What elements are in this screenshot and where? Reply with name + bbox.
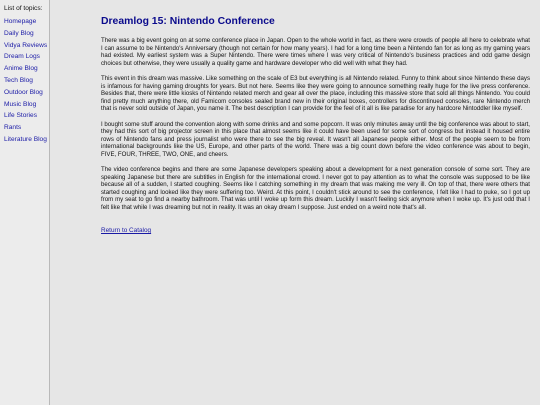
sidebar-item [4,77,49,84]
sidebar-link-life-stories[interactable]: Life Stories [4,112,37,120]
sidebar-link-daily-blog[interactable]: Daily Blog [4,29,34,37]
sidebar-link-vidya-reviews[interactable]: Vidya Reviews [4,41,48,49]
main-content [50,0,540,405]
sidebar-link-tech-blog[interactable]: Tech Blog [4,76,33,84]
article-paragraph: The video conference begins and there are some Japanese developers speaking about a development for a next generation console of some sort. They are speaking Japanese but there are subtitles in English for the international crowd. I never got to pay attention as to what the console was supposed to be like because all of a sudden, I started coughing. Seems like I catching something in my dream that was making me very ill. On top of that, there were others that started coughing and looked like they were suffering too. Weird. At this point, I couldn't stick around to see the conference, I felt like I had to puke, so I got up from my seat to go find a nearby bathroom. That was until I woke up form this dream. Luckily I wasn't feeling sick anymore when I woke up. It's just odd that I felt like that while I was dreaming but not in reality. It was an okay dream I suppose. Just ended on a weird note that's all. [101,166,530,212]
sidebar-link-dream-logs[interactable]: Dream Logs [4,53,40,61]
sidebar-item [4,89,49,96]
sidebar-item [4,18,49,25]
sidebar-link-rants[interactable]: Rants [4,124,22,132]
sidebar-item [4,42,49,49]
sidebar-item [4,112,49,119]
sidebar-item [4,30,49,37]
sidebar-link-music-blog[interactable]: Music Blog [4,100,37,108]
sidebar-item [4,124,49,131]
article-paragraph: This event in this dream was massive. Like something on the scale of E3 but everything is all Nintendo related. Funny to think about since Nintendo these days is infamous for having gaming droughts for years. But not here. Seems like they were going to announce something really huge for the live press conference. Besides that, there were little kiosks of Nintendo related merch and gear all over the place, including this massive store that sold all things Nintendo. You could find pretty much anything there, old Famicom consoles sealed brand new in their original boxes, controllers for discontinued consoles, rare Nintendo merch that is never sold outside of Japan, you name it. The best description I can provide for the feel of it all is like paradise for any hardcore Nintoddler like myself. [101,74,530,113]
sidebar-link-anime-blog[interactable]: Anime Blog [4,65,38,73]
sidebar-link-homepage[interactable]: Homepage [4,18,37,25]
return-to-catalog-link[interactable]: Return to Catalog [101,227,152,235]
sidebar-title: List of topics: [4,5,43,12]
topic-list [4,18,49,143]
sidebar-item [4,136,49,143]
page-title: Dreamlog 15: Nintendo Conference [101,16,275,27]
sidebar-item [4,65,49,72]
sidebar-item [4,101,49,108]
article-paragraph: I bought some stuff around the convention along with some drinks and and some popcorn. It was only minutes away until the big conference was about to start, they had this sort of big projector screen in this place that almost seems like it could have been used for some sort of congress but instead it housed entire rows of Nintendo fans and press journalist who were there to see the big reveal. It wasn't all Japanese people either. Most of the people seem to be from international backgrounds like the US, Europe, and other parts of the world. There was a big count down before the video conference was about to begin, FIVE, FOUR, THREE, TWO, ONE, and cheers. [101,120,530,158]
article-paragraph: There was a big event going on at some conference place in Japan. Open to the whole world in fact, as there were crowds of people all here to celebrate what I can assume to be Nintendo's Anniversary (though not certain for how many years). I had for a long time been a Nintendo fan for as long as my gaming years had existed. My earliest system was a Super Nintendo. There were times where I was very critical of Nintendo's business practices and odd game design choices but otherwise, they were usually a quality game and hardware developer who did well with what they had. [101,37,530,67]
sidebar-link-outdoor-blog[interactable]: Outdoor Blog [4,88,43,96]
sidebar [0,0,50,405]
sidebar-item [4,53,49,60]
sidebar-link-literature-blog[interactable]: Literature Blog [4,135,47,143]
